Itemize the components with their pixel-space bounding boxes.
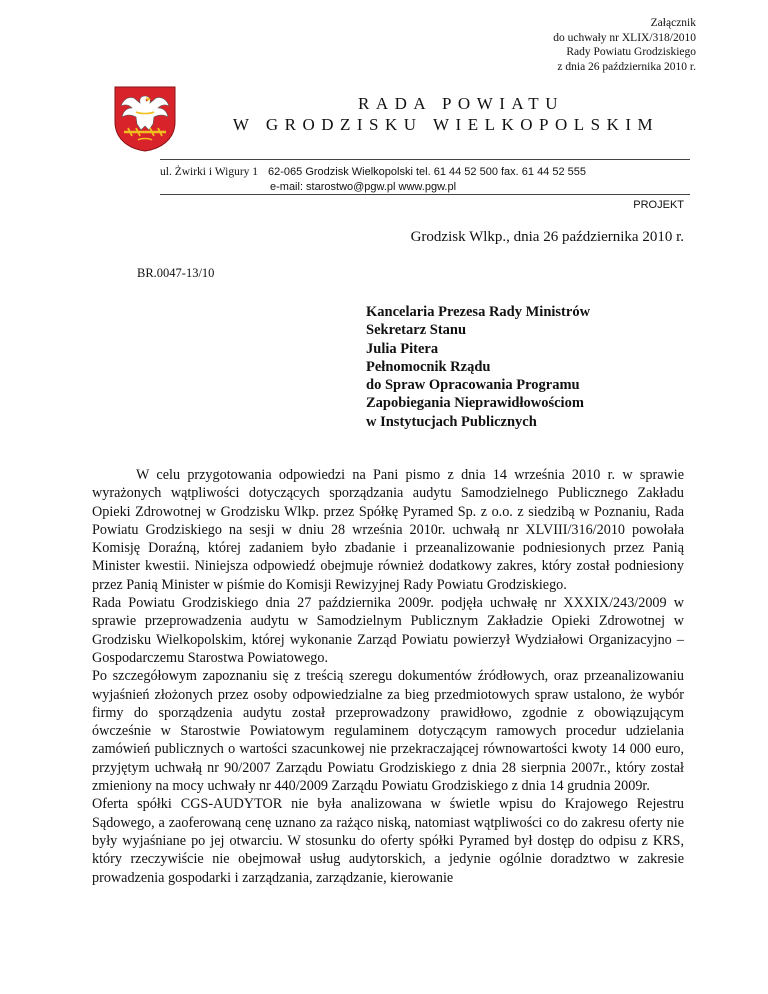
- recipient-line: Sekretarz Stanu: [366, 322, 467, 339]
- recipient-line: Julia Pitera: [366, 340, 439, 357]
- reference-number: BR.0047-13/10: [137, 266, 215, 280]
- annex-title: Załącznik: [650, 17, 696, 29]
- address-street: ul. Żwirki i Wigury 1: [160, 166, 259, 178]
- annex-note: [553, 16, 696, 74]
- body-paragraph: Po szczegółowym zapoznaniu się z treścią szeregu dokumentów źródłowych, oraz przeanalizowaniu wyjaśnień złożonych przez osoby odpowiedzialne za bieg przedmiotowych spraw ustalono, że wybór firmy do sporządzenia audytu został przeprowadzony prawidłowo, zgodnie z obowiązującym ówcześnie w Starostwie Powiatowym regulaminem dotyczącym ramowych procedur udzielania zamówień publicznych o wartości szacunkowej nie przekraczającej równowartości kwoty 14 000 euro, przyjętym uchwałą nr 90/2007 Zarządu Powiatu Grodziskiego z dnia 28 sierpnia 2007r., który został zmieniony na mocy uchwały nr 440/2009 Zarządu Powiatu Grodziskiego z dnia 14 grudnia 2009r.: [92, 668, 684, 795]
- coat-of-arms-eagle-icon: [110, 84, 180, 152]
- annex-date: z dnia 26 października 2010 r.: [557, 60, 696, 73]
- status-label: PROJEKT: [633, 199, 684, 211]
- recipient-line: w Instytucjach Publicznych: [366, 413, 537, 430]
- body-paragraph: Rada Powiatu Grodziskiego dnia 27 października 2009r. podjęła uchwałę nr XXXIX/243/2009 w sprawie przeprowadzenia audytu w Samodzielnym Publicznym Zakładzie Opieki Zdrowotnej w Grodzisku Wielkopolskim, której wykonanie Zarząd Powiatu powierzył Wydziałowi Organizacyjno – Gospodarczemu Starostwa Powiatowego.: [92, 595, 684, 666]
- place-date: Grodzisk Wlkp., dnia 26 października 2010 r.: [410, 229, 684, 245]
- recipient-line: Kancelaria Prezesa Rady Ministrów: [366, 304, 591, 320]
- recipient-line: do Spraw Opracowania Programu: [366, 377, 580, 394]
- letter-body: [92, 466, 684, 887]
- annex-council: Rady Powiatu Grodziskiego: [566, 46, 696, 58]
- recipient-block: [366, 303, 590, 431]
- header-rule-top: [160, 159, 690, 160]
- address-contact: e-mail: starostwo@pgw.pl www.pgw.pl: [270, 181, 457, 193]
- address-block: [160, 165, 690, 195]
- address-phone-fax: 62-065 Grodzisk Wielkopolski tel. 61 44 52 500 fax. 61 44 52 555: [268, 166, 587, 178]
- recipient-line: Zapobiegania Nieprawidłowościom: [366, 395, 584, 412]
- body-paragraph: Oferta spółki CGS-AUDYTOR nie była analizowana w świetle wpisu do Krajowego Rejestru Sądowego, a zaoferowaną cenę uznano za rażąco niską, natomiast wątpliwości co do zakresu oferty nie były wyjaśniane po jej otwarciu. W stosunku do oferty spółki Pyramed był dostęp do odpisu z KRS, który rzeczywiście nie obejmował usług audytorskich, a jedynie ogólnie doradztwo w zakresie prowadzenia gospodarki i zarządzania, zarządzanie, kierowanie: [92, 796, 684, 886]
- recipient-line: Pełnomocnik Rządu: [366, 358, 491, 375]
- council-name-line1: RADA POWIATU: [358, 94, 564, 113]
- header-rule-bottom: [160, 194, 690, 195]
- body-paragraph: W celu przygotowania odpowiedzi na Pani pismo z dnia 14 września 2010 r. w sprawie wyrażonych wątpliwości dotyczących sporządzania audytu Samodzielnego Publicznego Zakładu Opieki Zdrowotnej w Grodzisku Wlkp. przez Spółkę Pyramed Sp. z o.o. z siedzibą w Poznaniu, Rada Powiatu Grodziskiego na sesji w dniu 28 września 2010r. uchwałą nr XLVIII/316/2010 powołała Komisję Doraźną, której zadaniem było zbadanie i przeanalizowanie podniesionych przez Panią Minister kwestii. Niniejsza odpowiedź obejmuje również dodatkowy zakres, który został podniesiony przez Panią Minister w piśmie do Komisji Rewizyjnej Rady Powiatu Grodziskiego.: [92, 467, 684, 593]
- annex-resolution: do uchwały nr XLIX/318/2010: [553, 31, 696, 44]
- council-name: [206, 93, 686, 135]
- council-name-line2: W GRODZISKU WIELKOPOLSKIM: [232, 115, 660, 134]
